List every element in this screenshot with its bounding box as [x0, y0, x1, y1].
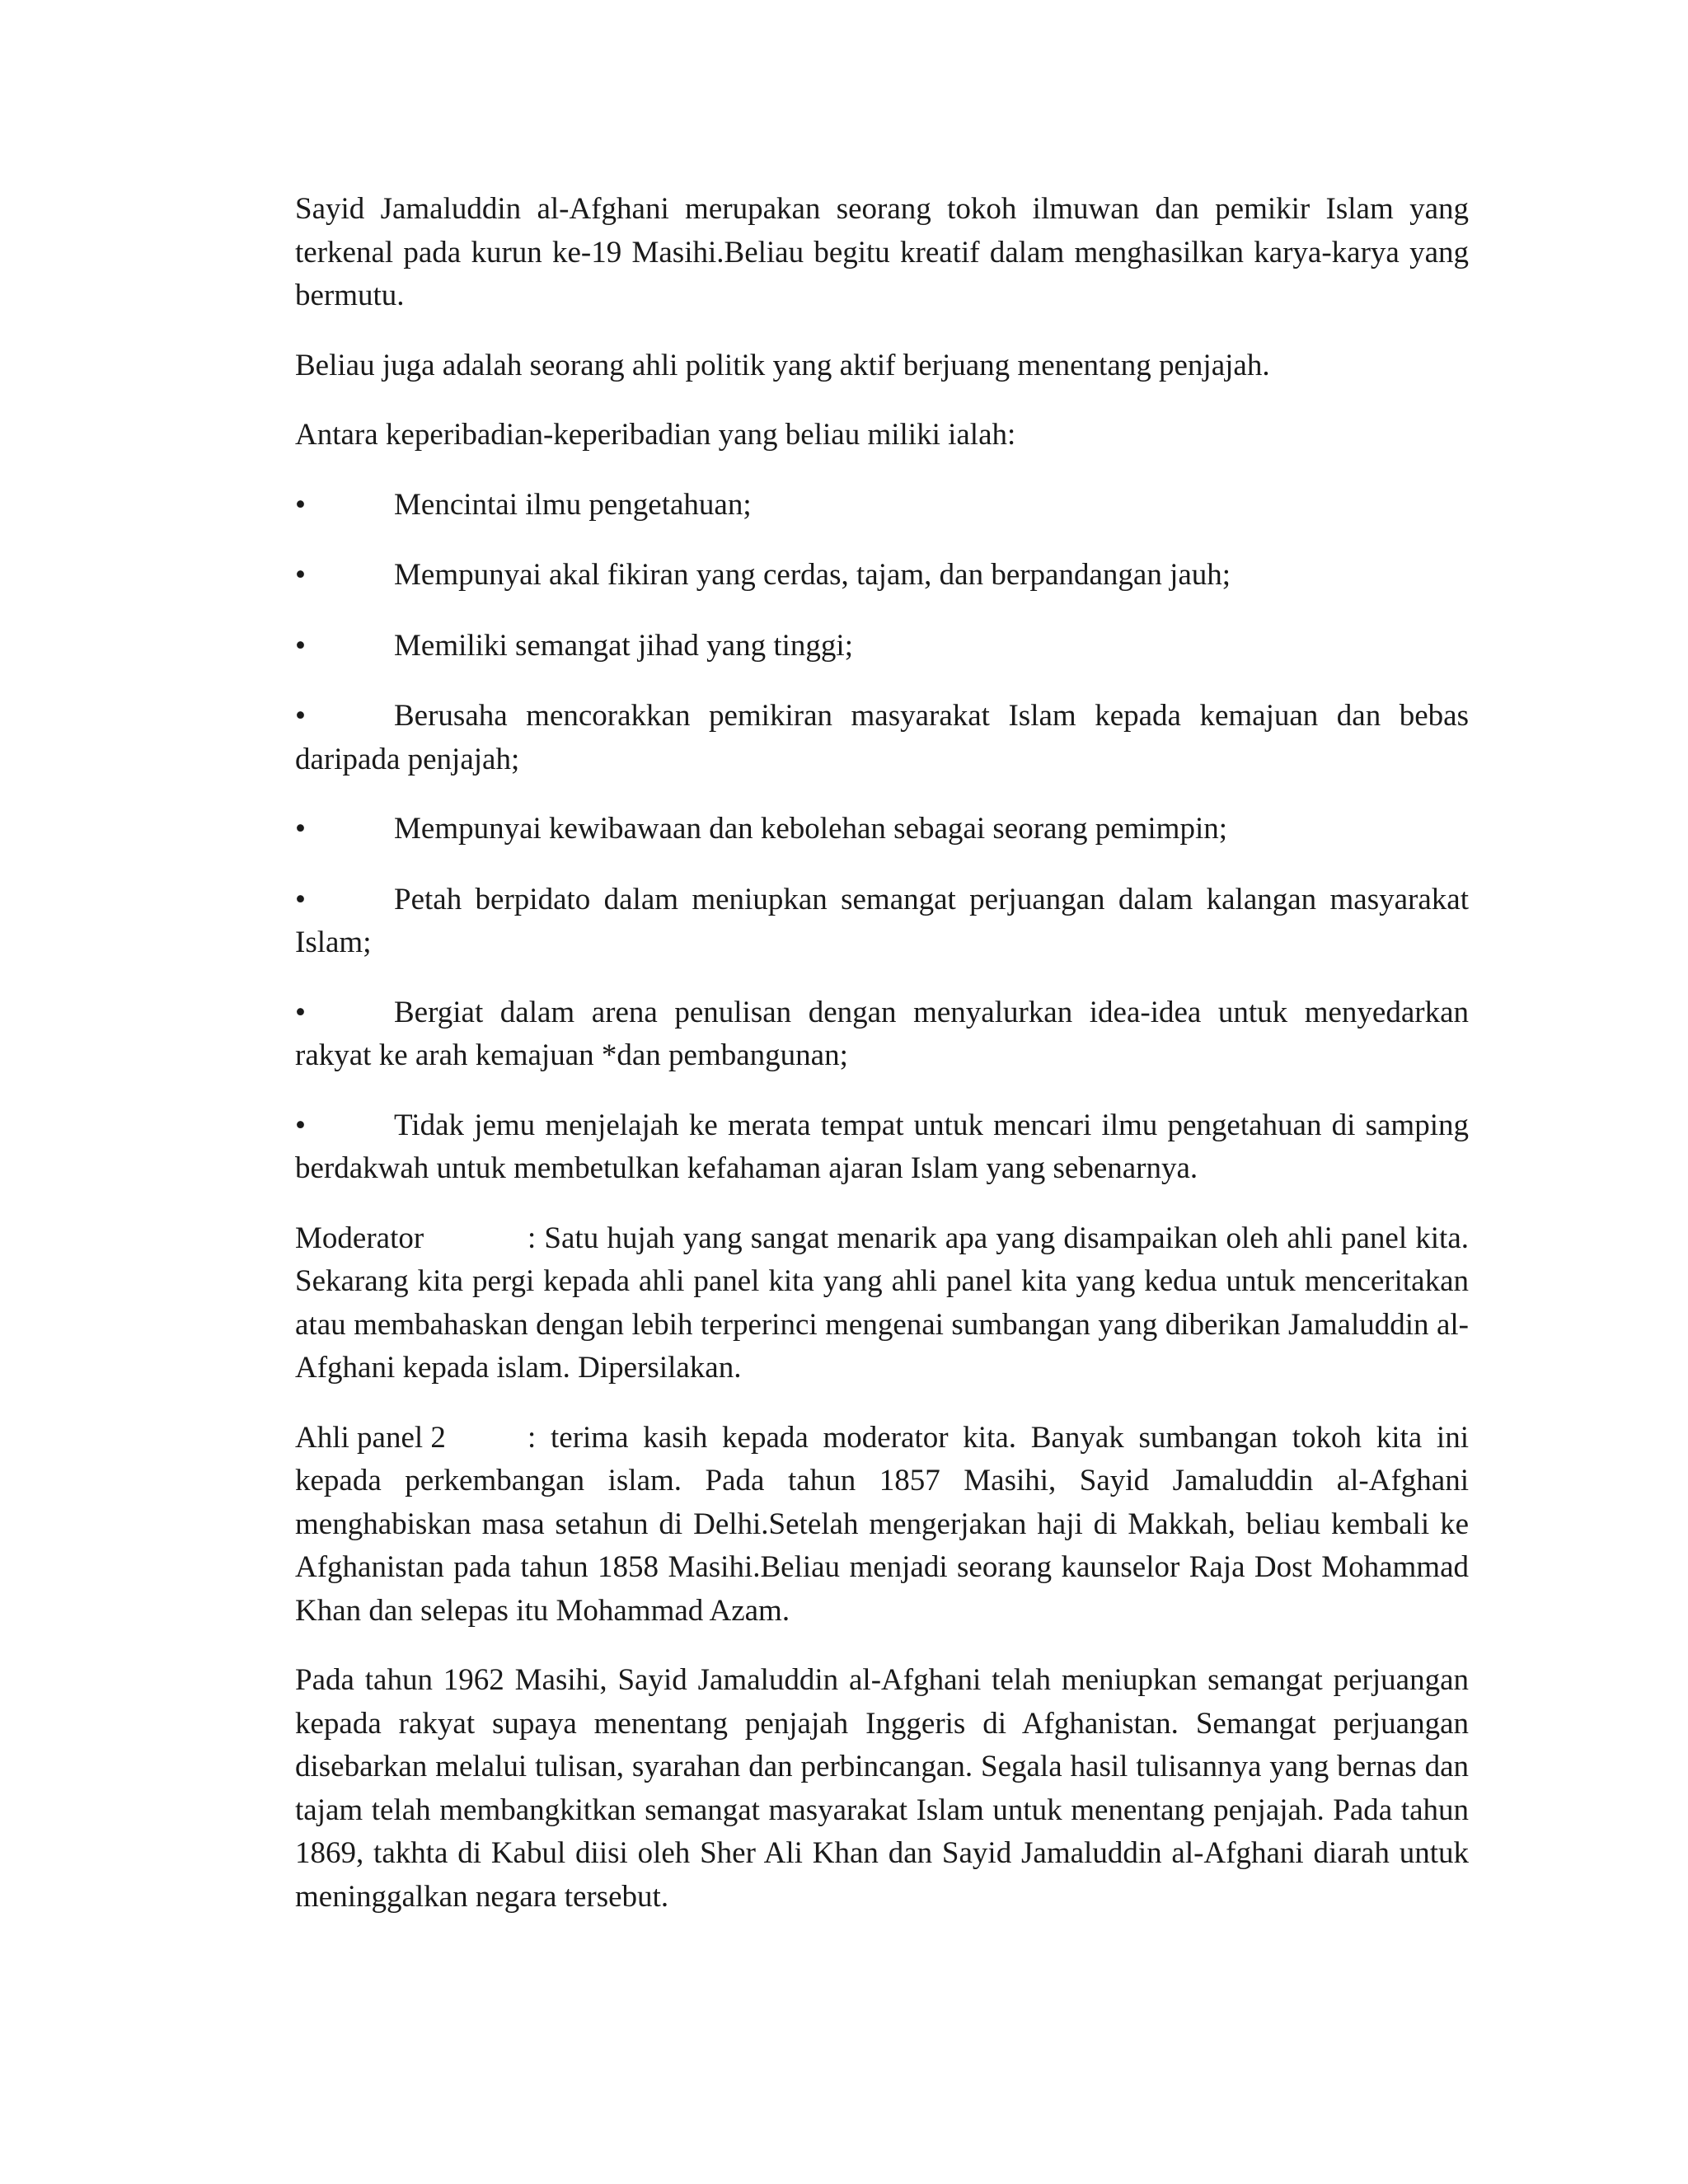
trait-item	[295, 879, 1469, 965]
dialogue-text: : terima kasih kepada moderator kita. Banyak sumbangan tokoh kita ini kepada perkembangan islam. Pada tahun 1857 Masihi, Sayid Jamaluddin al-Afghani menghabiskan masa setahun di Delhi.Setelah mengerjakan haji di Makkah, beliau kembali ke Afghanistan pada tahun 1858 Masihi.Beliau menjadi seorang kaunselor Raja Dost Mohammad Khan dan selepas itu Mohammad Azam.	[295, 1420, 1469, 1628]
bullet-icon: •	[295, 812, 306, 846]
bullet-icon: •	[295, 628, 306, 663]
trait-text: Berusaha mencorakkan pemikiran masyarakat Islam kepada kemajuan dan bebas daripada penjajah;	[295, 699, 1469, 776]
bullet-icon: •	[295, 1108, 306, 1142]
bullet-icon: •	[295, 699, 306, 733]
trait-text: Mempunyai akal fikiran yang cerdas, tajam, dan berpandangan jauh;	[394, 558, 1231, 592]
trait-item	[295, 554, 1469, 598]
trait-item	[295, 484, 1469, 527]
trait-item	[295, 991, 1469, 1078]
bullet-icon: •	[295, 558, 306, 592]
closing-paragraph: Pada tahun 1962 Masihi, Sayid Jamaluddin al-Afghani telah meniupkan semangat perjuangan kepada rakyat supaya menentang penjajah Inggeris di Afghanistan. Semangat perjuangan disebarkan melalui tulisan, syarahan dan perbincangan. Segala hasil tulisannya yang bernas dan tajam telah membangkitkan semangat masyarakat Islam untuk menentang penjajah. Pada tahun 1869, takhta di Kabul diisi oleh Sher Ali Khan dan Sayid Jamaluddin al-Afghani diarah untuk meninggalkan negara tersebut.	[295, 1663, 1469, 1914]
politics-paragraph: Beliau juga adalah seorang ahli politik yang aktif berjuang menentang penjajah.	[295, 348, 1270, 382]
intro-paragraph: Sayid Jamaluddin al-Afghani merupakan seorang tokoh ilmuwan dan pemikir Islam yang terkenal pada kurun ke-19 Masihi.Beliau begitu kreatif dalam menghasilkan karya-karya yang bermutu.	[295, 192, 1469, 312]
speaker-label: Moderator	[295, 1221, 424, 1255]
bullet-icon: •	[295, 995, 306, 1029]
bullet-icon: •	[295, 487, 306, 522]
dialogue-text: : Satu hujah yang sangat menarik apa yang disampaikan oleh ahli panel kita. Sekarang kita pergi kepada ahli panel kita yang ahli panel kita yang kedua untuk menceritakan atau membahaskan dengan lebih terperinci mengenai sumbangan yang diberikan Jamaluddin al-Afghani kepada islam. Dipersilakan.	[295, 1221, 1469, 1385]
dialogue-panel-2	[295, 1417, 1469, 1633]
trait-text: Bergiat dalam arena penulisan dengan menyalurkan idea-idea untuk menyedarkan rakyat ke arah kemajuan *dan pembangunan;	[295, 995, 1469, 1072]
document-body	[295, 188, 1469, 1945]
bullet-icon: •	[295, 882, 306, 916]
trait-text: Memiliki semangat jihad yang tinggi;	[394, 628, 853, 663]
trait-item	[295, 695, 1469, 781]
trait-text: Mencintai ilmu pengetahuan;	[394, 487, 752, 522]
trait-text: Petah berpidato dalam meniupkan semangat perjuangan dalam kalangan masyarakat Islam;	[295, 882, 1469, 959]
dialogue-moderator	[295, 1217, 1469, 1390]
trait-item	[295, 625, 1469, 668]
trait-text: Mempunyai kewibawaan dan kebolehan sebagai seorang pemimpin;	[394, 812, 1228, 846]
trait-item	[295, 1104, 1469, 1191]
speaker-label: Ahli panel 2	[295, 1420, 446, 1455]
list-intro: Antara keperibadian-keperibadian yang beliau miliki ialah:	[295, 418, 1016, 452]
trait-item	[295, 808, 1469, 851]
trait-text: Tidak jemu menjelajah ke merata tempat untuk mencari ilmu pengetahuan di samping berdakwah untuk membetulkan kefahaman ajaran Islam yang sebenarnya.	[295, 1108, 1469, 1185]
